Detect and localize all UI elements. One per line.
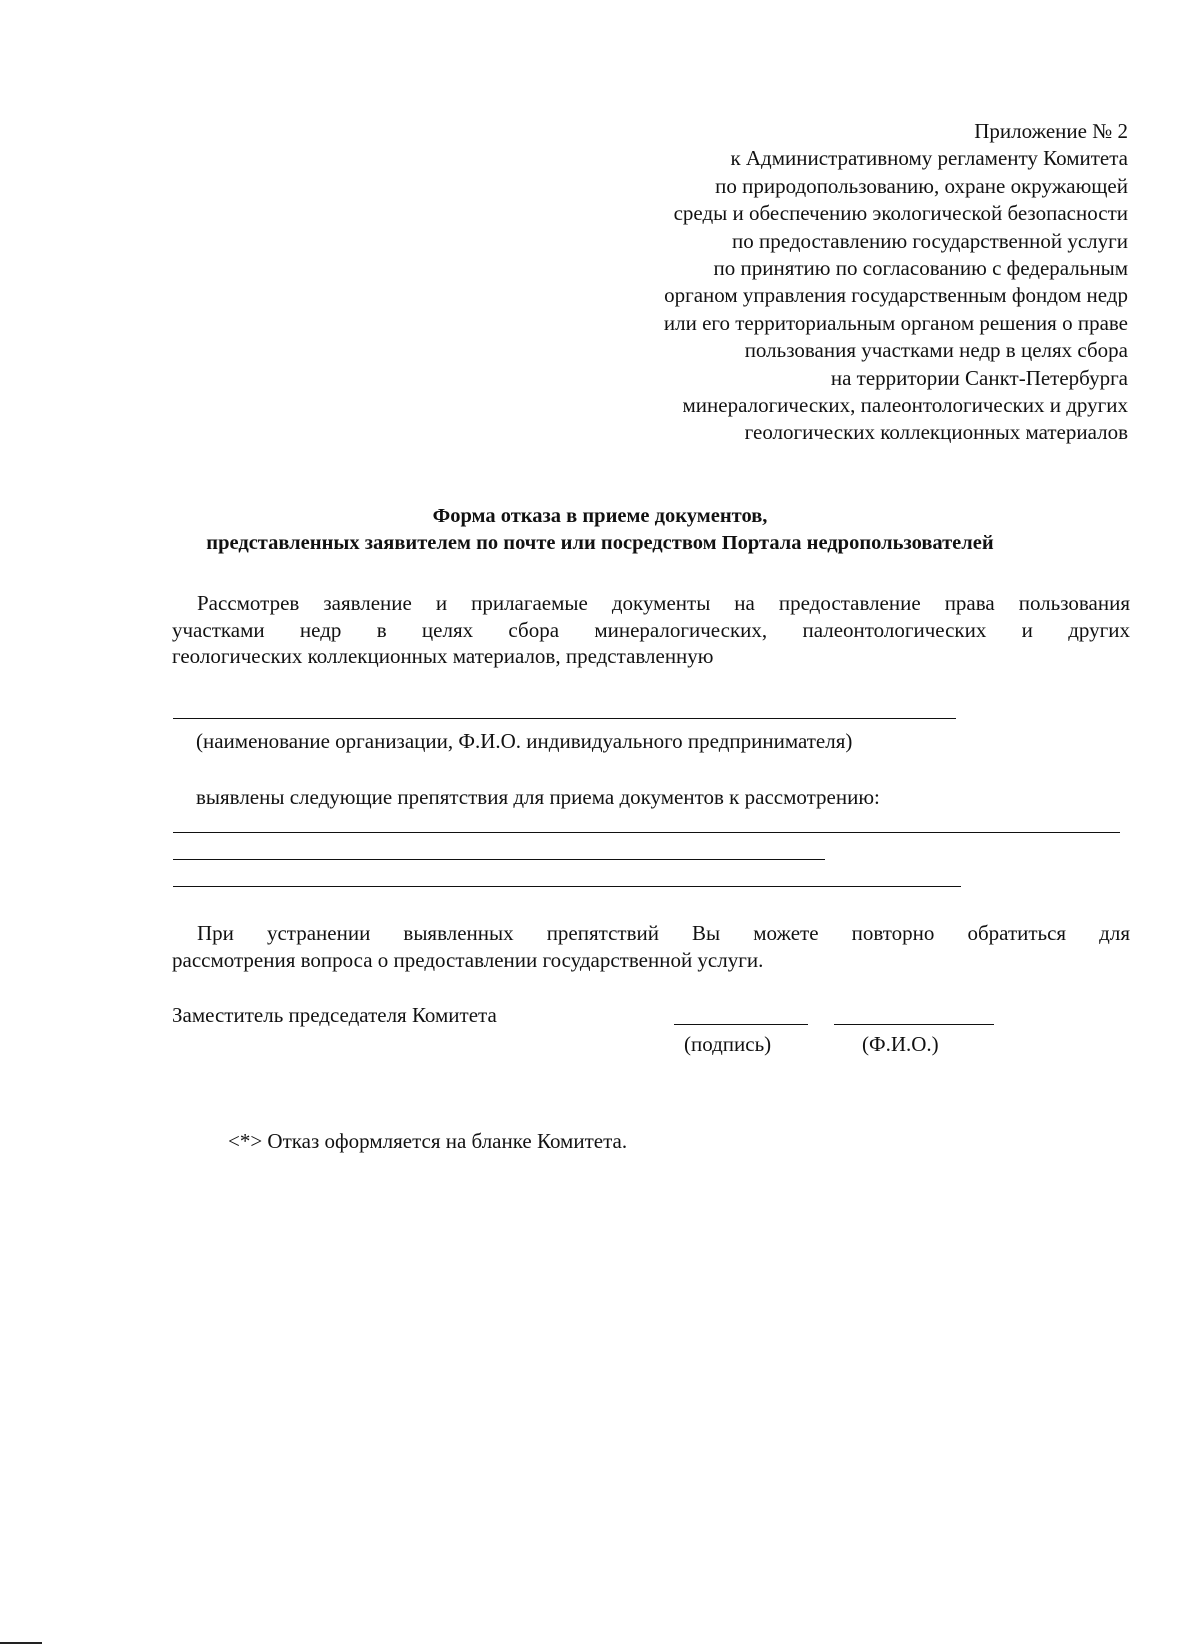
organization-caption: (наименование организации, Ф.И.О. индивидуального предпринимателя) bbox=[196, 729, 853, 753]
title-line-1: Форма отказа в приеме документов, bbox=[432, 505, 768, 527]
title-line-2: представленных заявителем по почте или посредством Портала недропользователей bbox=[206, 532, 994, 554]
intro-line-3: геологических коллекционных материалов, представленную bbox=[172, 644, 714, 668]
page-edge-mark bbox=[0, 1642, 42, 1644]
intro-paragraph bbox=[172, 590, 1130, 670]
signature-caption: (подпись) bbox=[684, 1032, 772, 1056]
intro-line-1: Рассмотрев заявление и прилагаемые документы на предоставление права пользования bbox=[197, 591, 1130, 615]
closing-line-2: рассмотрения вопроса о предоставлении государственной услуги. bbox=[172, 947, 764, 972]
closing-paragraph bbox=[172, 920, 1130, 973]
appendix-line: пользования участками недр в целях сбора bbox=[744, 338, 1128, 363]
obstacles-line-3 bbox=[173, 886, 961, 887]
document-title bbox=[100, 503, 1100, 557]
intro-line-2: участками недр в целях сбора минералогических, палеонтологических и других bbox=[172, 617, 1130, 642]
appendix-line: по природопользованию, охране окружающей bbox=[715, 173, 1128, 198]
appendix-line: по предоставлению государственной услуги bbox=[732, 228, 1128, 253]
appendix-line: органом управления государственным фондом недр bbox=[664, 283, 1128, 308]
obstacles-line-2 bbox=[173, 859, 825, 860]
organization-name-line bbox=[173, 718, 956, 719]
appendix-line: минералогических, палеонтологических и других bbox=[682, 393, 1128, 418]
closing-line-1: При устранении выявленных препятствий Вы можете повторно обратиться для bbox=[197, 921, 1130, 945]
signatory-position: Заместитель председателя Комитета bbox=[172, 1003, 497, 1027]
appendix-line: на территории Санкт-Петербурга bbox=[830, 365, 1128, 390]
obstacles-label: выявлены следующие препятствия для приема документов к рассмотрению: bbox=[196, 785, 880, 809]
appendix-line: к Административному регламенту Комитета bbox=[730, 146, 1128, 171]
appendix-line: среды и обеспечению экологической безопасности bbox=[673, 201, 1128, 226]
signature-line bbox=[674, 1024, 808, 1025]
appendix-line: Приложение № 2 bbox=[974, 119, 1128, 143]
appendix-line: по принятию по согласованию с федеральным bbox=[713, 256, 1128, 281]
footnote: <*> Отказ оформляется на бланке Комитета. bbox=[228, 1129, 628, 1153]
name-line bbox=[834, 1024, 994, 1025]
name-caption: (Ф.И.О.) bbox=[862, 1032, 939, 1056]
appendix-line: или его территориальным органом решения о праве bbox=[663, 310, 1128, 335]
appendix-header bbox=[508, 118, 1128, 447]
obstacles-line-1 bbox=[173, 832, 1120, 833]
appendix-line: геологических коллекционных материалов bbox=[744, 420, 1128, 445]
